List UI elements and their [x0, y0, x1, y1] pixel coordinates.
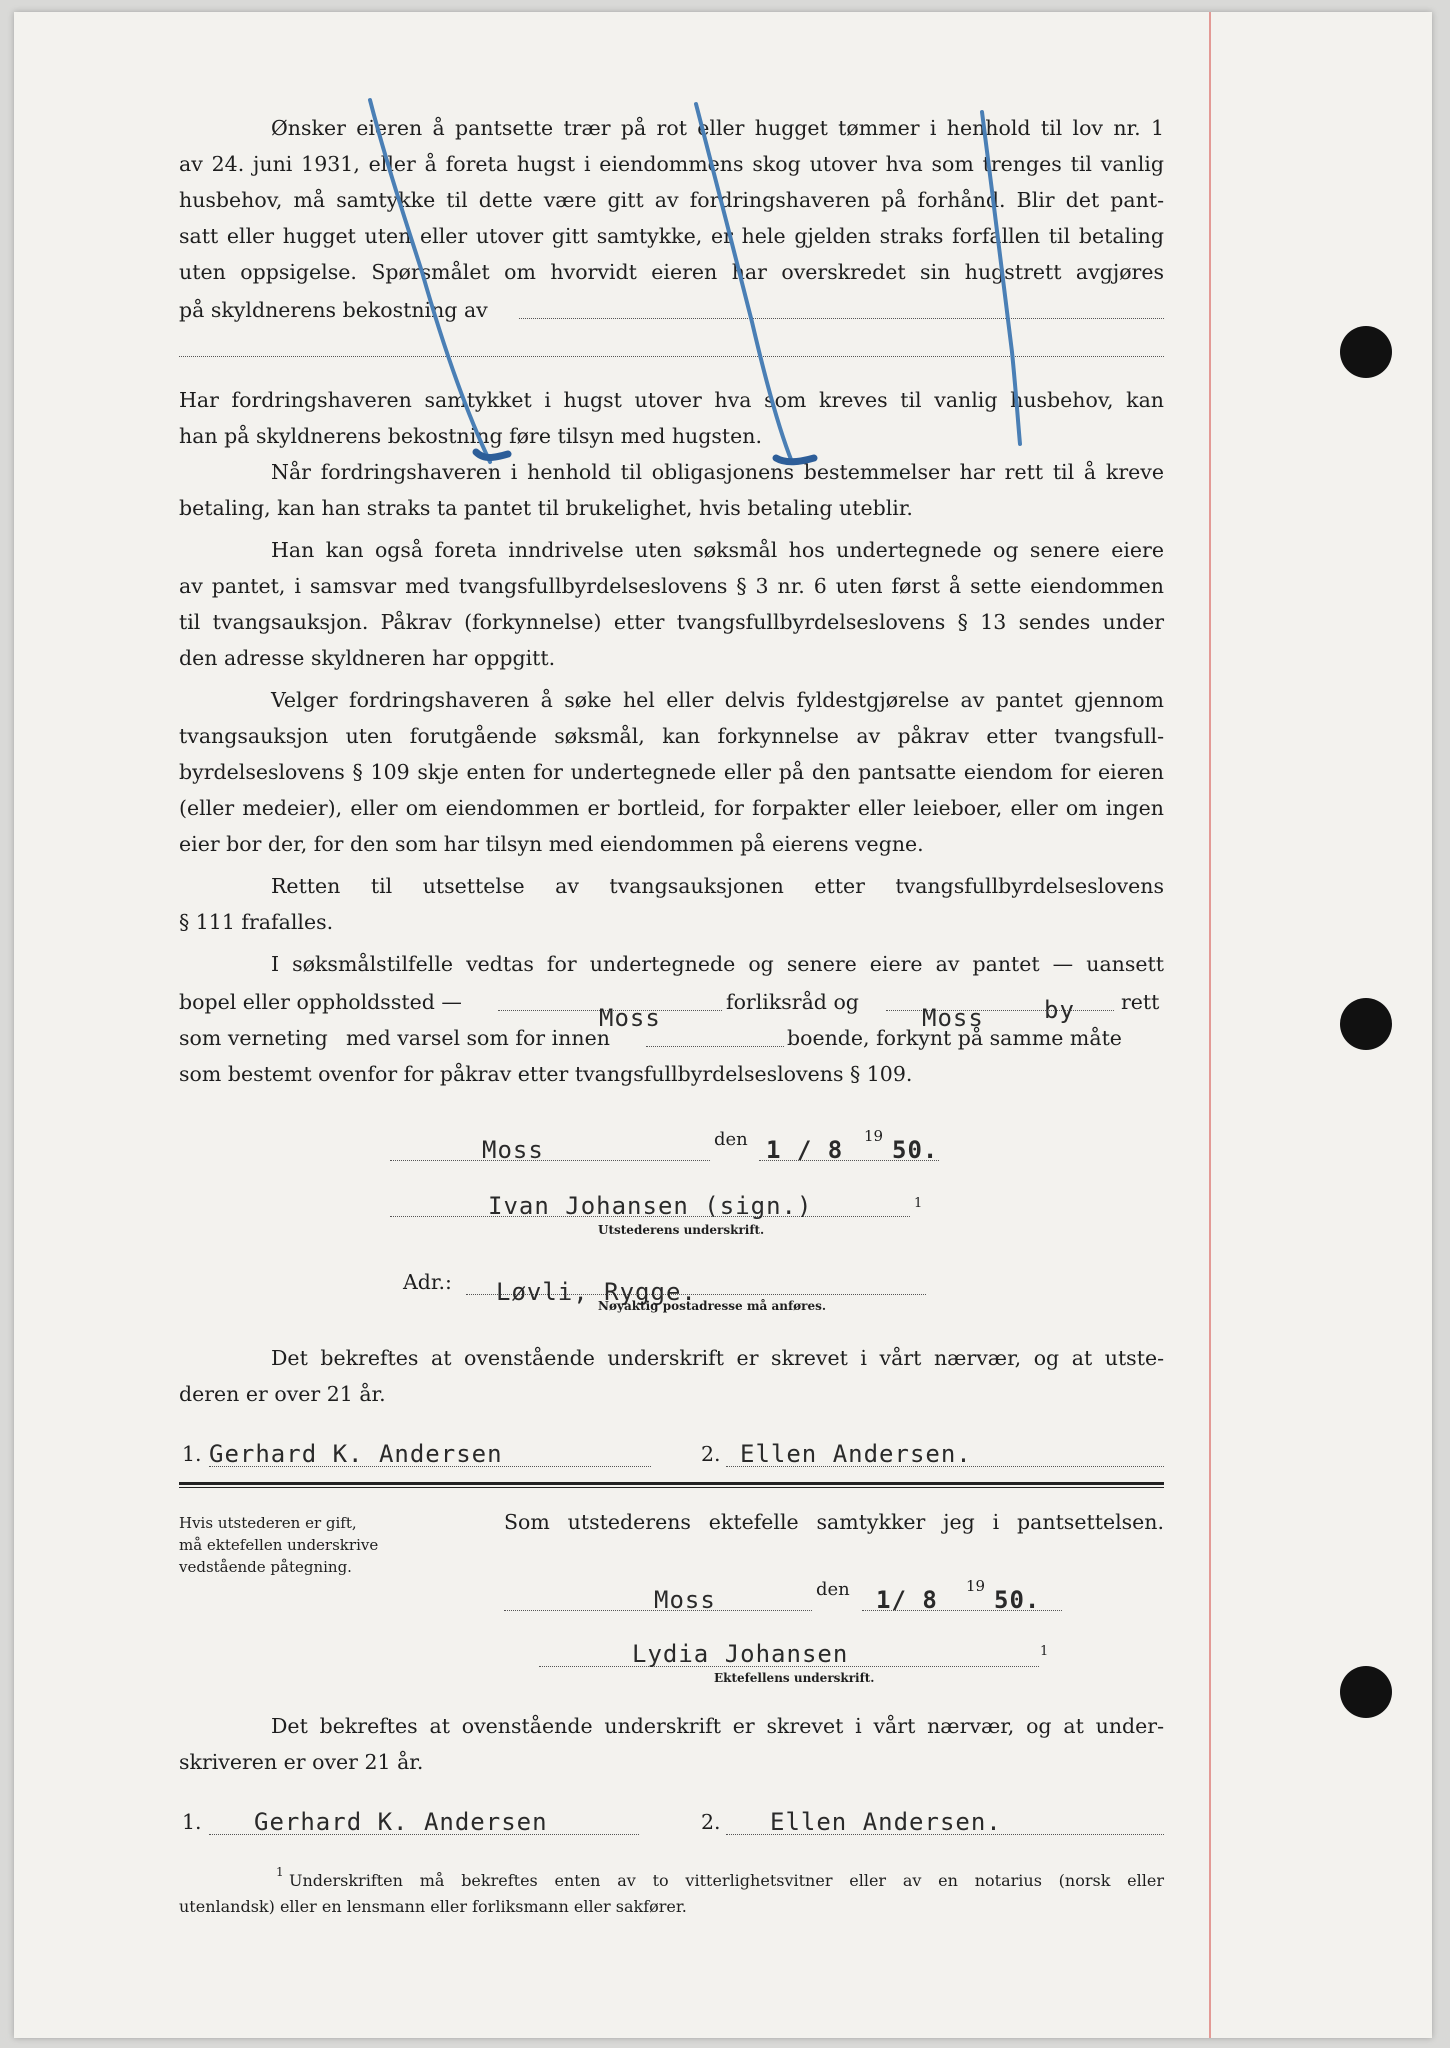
text-line: Ønsker eieren å pantsette trær på rot eller hugget tømmer i henhold til lov nr. 1 — [271, 116, 1164, 140]
text-line: tvangsauksjon uten forutgående søksmål, kan forkynnelse av påkrav etter tvangsfull- — [179, 724, 1164, 748]
address-caption: Nøyaktig postadresse må anføres. — [598, 1299, 827, 1313]
text-line: til tvangsauksjon. Påkrav (forkynnelse) etter tvangsfullbyrdelseslovens § 13 sendes under — [179, 610, 1164, 634]
witness-2-name: Ellen Andersen. — [740, 1440, 972, 1468]
pencil-marks — [14, 12, 1432, 2038]
text-line: (eller medeier), eller om eiendommen er bortleid, for forpakter eller leieboer, eller om ingen — [179, 796, 1164, 820]
spouse-note-line: Hvis utstederen er gift, — [179, 1514, 357, 1532]
issuer-place: Moss — [482, 1136, 544, 1164]
text-line: på skyldnerens bekostning av — [179, 298, 488, 322]
text-line: Det bekreftes at ovenstående underskrift er skrevet i vårt nærvær, og at utste- — [271, 1346, 1164, 1370]
rett-place: Moss — [922, 1004, 984, 1032]
spouse-note-line: må ektefellen underskrive — [179, 1536, 379, 1554]
text-line: av 24. juni 1931, eller å foreta hugst i eiendommens skog utover hva som trenges til vanlig — [179, 152, 1164, 176]
pencil-stroke — [776, 458, 814, 462]
witness-number: 1. — [182, 1442, 202, 1466]
text-line: av pantet, i samsvar med tvangsfullbyrdelseslovens § 3 nr. 6 uten først å sette eiendommen — [179, 574, 1164, 598]
text-line: § 111 frafalles. — [179, 910, 334, 934]
spouse-date: 1/ 8 — [876, 1586, 938, 1614]
pencil-stroke — [476, 452, 508, 458]
text-line: betaling, kan han straks ta pantet til brukelighet, hvis betaling uteblir. — [179, 496, 913, 520]
century: 19 — [864, 1127, 884, 1145]
text-line: I søksmålstilfelle vedtas for undertegnede og senere eiere av pantet — uansett — [271, 952, 1164, 976]
issuer-date: 1 / 8 — [766, 1136, 844, 1164]
den-label: den — [714, 1129, 748, 1150]
text-line: Velger fordringshaveren å søke hel eller delvis fyldestgjørelse av pantet gjennom — [271, 688, 1164, 712]
text-line: uten oppsigelse. Spørsmålet om hvorvidt eieren har overskredet sin hugstrett avgjøres — [179, 260, 1164, 284]
spouse-year: 50. — [994, 1586, 1041, 1614]
text-line: Retten til utsettelse av tvangsauksjonen etter tvangsfullbyrdelseslovens — [271, 874, 1164, 898]
text-line: satt eller hugget uten eller utover gitt samtykke, er hele gjelden straks forfallen til betaling — [179, 224, 1164, 248]
issuer-signature: Ivan Johansen (sign.) — [488, 1192, 813, 1220]
text-line: byrdelseslovens § 109 skje enten for undertegnede eller på den pantsatte eiendom for eieren — [179, 760, 1164, 784]
text-line: som verneting — [179, 1026, 328, 1050]
pencil-stroke — [370, 100, 490, 462]
footnote-line: utenlandsk) eller en lensmann eller forliksmann eller sakfører. — [179, 1897, 687, 1916]
text-line: som bestemt ovenfor for påkrav etter tvangsfullbyrdelseslovens § 109. — [179, 1062, 913, 1086]
issuer-year: 50. — [892, 1136, 939, 1164]
text-line: bopel eller oppholdssted — — [179, 990, 462, 1014]
text-line: forliksråd og — [726, 990, 859, 1014]
signature-caption: Ektefellens underskrift. — [714, 1671, 875, 1685]
pencil-stroke — [982, 112, 1020, 444]
text-line: Han kan også foreta inndrivelse uten søksmål hos undertegnede og senere eiere — [271, 538, 1164, 562]
text-line: med varsel som for innen — [346, 1026, 610, 1050]
text-line: Har fordringshaveren samtykket i hugst utover hva som kreves til vanlig husbehov, kan — [179, 388, 1164, 412]
text-line: han på skyldnerens bekostning føre tilsyn med hugsten. — [179, 424, 762, 448]
footnote-mark: 1 — [914, 1196, 923, 1211]
text-line: husbehov, må samtykke til dette være gitt av fordringshaveren på forhånd. Blir det pant- — [179, 188, 1164, 212]
witness-1-name: Gerhard K. Andersen — [209, 1440, 503, 1468]
witness-number: 2. — [701, 1810, 721, 1834]
spouse-place: Moss — [654, 1586, 716, 1614]
consent-text: Som utstederens ektefelle samtykker jeg i pantsettelsen. — [504, 1510, 1164, 1534]
footnote-mark: 1 — [276, 1865, 284, 1879]
footnote-mark: 1 — [1040, 1644, 1049, 1659]
pencil-stroke — [696, 104, 792, 462]
witness-2-name: Ellen Andersen. — [770, 1808, 1002, 1836]
witness-1-name: Gerhard K. Andersen — [254, 1808, 548, 1836]
text-line: Det bekreftes at ovenstående underskrift er skrevet i vårt nærvær, og at under- — [271, 1714, 1164, 1738]
rett-suffix: by — [1044, 996, 1075, 1024]
witness-number: 1. — [182, 1810, 202, 1834]
text-line: eier bor der, for den som har tilsyn med eiendommen på eierens vegne. — [179, 832, 924, 856]
address-label: Adr.: — [403, 1270, 452, 1294]
text-line: rett — [1121, 990, 1160, 1014]
den-label: den — [816, 1579, 850, 1600]
text-line: deren er over 21 år. — [179, 1382, 386, 1406]
footnote-line: Underskriften må bekreftes enten av to vitterlighetsvitner eller av en notarius (norsk eller — [289, 1871, 1164, 1890]
text-line: den adresse skyldneren har oppgitt. — [179, 646, 556, 670]
signature-caption: Utstederens underskrift. — [598, 1223, 765, 1237]
text-line: Når fordringshaveren i henhold til obligasjonens bestemmelser har rett til å kreve — [271, 460, 1164, 484]
text-line: skriveren er over 21 år. — [179, 1750, 424, 1774]
forliksrad-place: Moss — [599, 1004, 661, 1032]
witness-number: 2. — [701, 1442, 721, 1466]
document-page — [14, 12, 1432, 2038]
spouse-signature: Lydia Johansen — [632, 1640, 849, 1668]
text-line: boende, forkynt på samme måte — [787, 1026, 1122, 1050]
spouse-note-line: vedstående påtegning. — [179, 1558, 352, 1576]
century: 19 — [966, 1577, 986, 1595]
issuer-address: Løvli, Rygge. — [496, 1278, 697, 1306]
